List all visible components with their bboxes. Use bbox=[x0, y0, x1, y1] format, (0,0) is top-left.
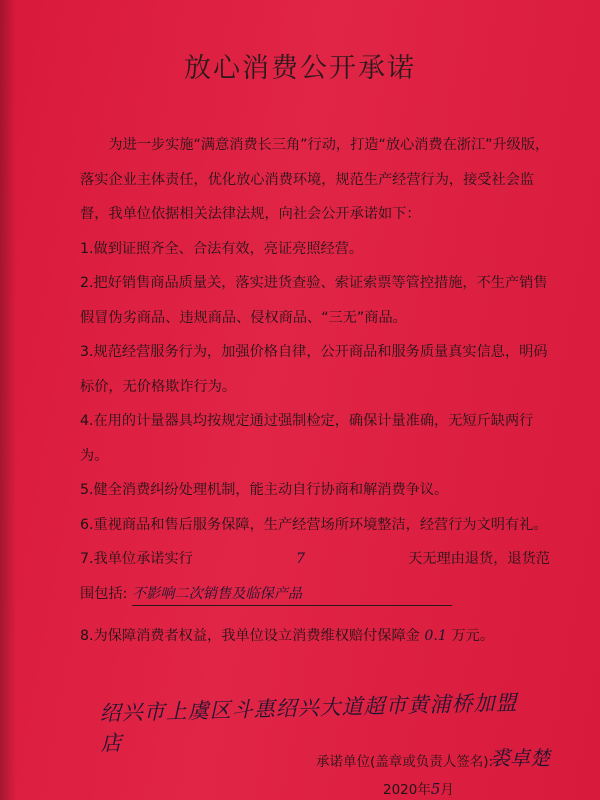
item-7-line bbox=[80, 542, 550, 577]
item-7-scope-line bbox=[80, 577, 550, 612]
commitment-date bbox=[383, 778, 454, 798]
item-2: 2.把好销售商品质量关，落实进货查验、索证索票等管控措施，不生产销售假冒伪劣商品、违规商品、侵权商品、“三无”商品。 bbox=[80, 275, 548, 326]
document-body bbox=[80, 128, 550, 654]
item-4: 4.在用的计量器具均按规定通过强制检定，确保计量准确，无短斤缺两行为。 bbox=[80, 413, 534, 464]
return-days-value: 7 bbox=[295, 551, 305, 567]
date-month-suffix: 月 bbox=[440, 782, 454, 798]
store-name-handwritten: 绍兴市上虞区斗惠绍兴大道超市黄浦桥加盟店 bbox=[99, 690, 518, 756]
intro-paragraph: 为进一步实施“满意消费长三角”行动，打造“放心消费在浙江”升级版，落实企业主体责任，优化放心消费环境，规范生产经营行为，接受社会监督，我单位依据相关法律法规，向社会公开承诺如下： bbox=[80, 137, 550, 222]
item-6: 6.重视商品和售后服务保障，生产经营场所环境整洁，经营行为文明有礼。 bbox=[80, 516, 548, 533]
item-5: 5.健全消费纠纷处理机制，能主动自行协商和解消费争议。 bbox=[80, 482, 449, 498]
item-3: 3.规范经营服务行为，加强价格自律，公开商品和服务质量真实信息，明码标价，无价格欺诈行为。 bbox=[80, 344, 548, 395]
item-8-prefix: 8.为保障消费者权益，我单位设立消费维权赔付保障金 bbox=[80, 628, 420, 644]
document-title: 放心消费公开承诺 bbox=[184, 53, 416, 84]
item-8-line bbox=[80, 619, 550, 654]
item-8-unit: 万元。 bbox=[451, 628, 495, 644]
item-7-prefix: 7.我单位承诺实行 bbox=[80, 551, 193, 567]
deposit-amount: 0.1 bbox=[424, 628, 447, 644]
signature: 裘卓楚 bbox=[490, 746, 550, 770]
item-1: 1.做到证照齐全、合法有效，亮证亮照经营。 bbox=[80, 240, 364, 257]
date-month: 5 bbox=[430, 780, 441, 798]
scope-value: 不影响二次销售及临保产品 bbox=[132, 583, 452, 606]
date-year: 2020年 bbox=[383, 782, 431, 798]
page-edge-shadow bbox=[0, 0, 16, 800]
item-7-suffix: 天无理由退货，退货范 bbox=[408, 551, 550, 567]
scope-label: 围包括: bbox=[80, 585, 128, 602]
signer-label: 承诺单位(盖章或负责人签名): bbox=[316, 754, 494, 770]
